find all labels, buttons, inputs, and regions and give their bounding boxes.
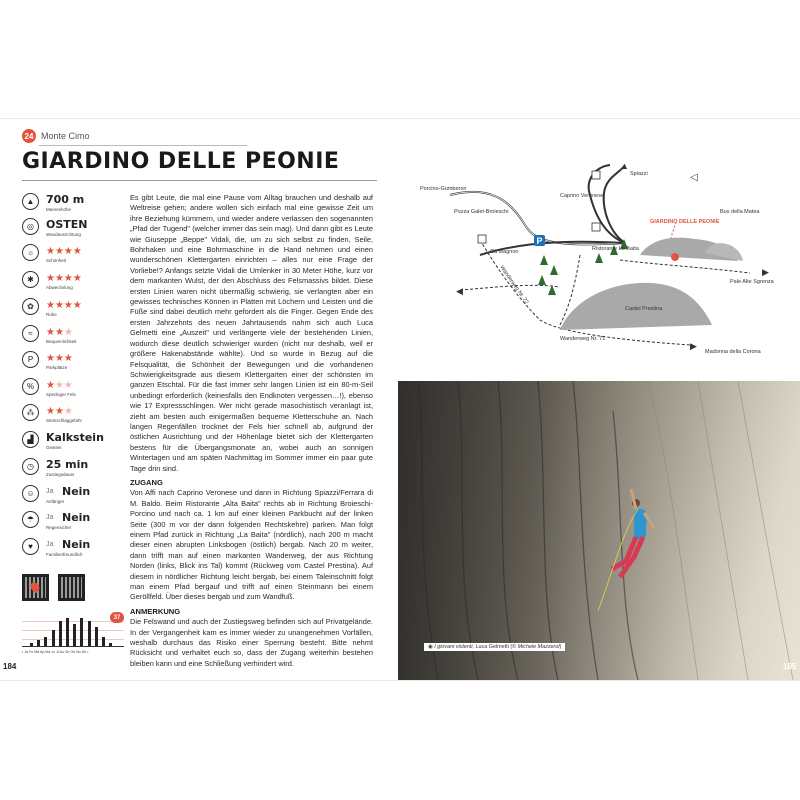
rating-stars: ★★★★ [46, 246, 82, 257]
arrow-right-icon: ▶ [762, 267, 769, 277]
compass-icon: ◎ [22, 218, 39, 235]
stat-label: Regensicher [46, 525, 72, 530]
rating-stars: ★★★ [46, 353, 73, 364]
page-number-left: 184 [3, 662, 17, 671]
month-bar [88, 621, 91, 646]
spread-bottom-edge [0, 680, 800, 681]
rock-type-icon: ▟ [22, 431, 39, 448]
label-caprino: Caprino Veronese [560, 193, 605, 199]
rating-stars: ★★★ [46, 380, 73, 391]
no-option: Nein [62, 538, 91, 551]
route-header [22, 129, 90, 143]
photo-caption: ◉ I giovani violenti, Luca Gelmetti (© Michele Mazzerol) [424, 643, 565, 651]
route-number-badge: 24 [22, 129, 36, 143]
chart-axis [22, 646, 124, 647]
beginner-icon: ☺ [22, 485, 39, 502]
stat-rockfall [22, 404, 117, 426]
rating-stars: ★★★★ [46, 273, 82, 284]
note-heading: ANMERKUNG [130, 606, 181, 616]
stat-value: OSTEN [46, 218, 88, 231]
stat-label: Schönheit [46, 258, 67, 263]
title-rule [22, 180, 377, 181]
area-name: Monte Cimo [41, 131, 90, 141]
intro-paragraph: Es gibt Leute, die mal eine Pause vom Alltag brauchen und deshalb auf Weltreise gehen; andere wollen sich einfach mal eine gewisse Zeit um ihre Beziehung kümmern, und wieder andere verlassen den sogenannten „Pfad der Tugend" (welcher immer das sein mag). Und dann gibt es Leute wie Giuseppe „Beppe" Vidali, die, um zu sich selbst zu finden, Seile, Bohrhaken und eine Bohrmaschine in die Hand nehmen und einen wunderschönen Klettergarten einrichten – alles nur eine Frage der Vorliebe!? Anfangs setzte Vidali die Umlenker in 30 Meter Höhe, kurz vor dem markanten Wulst, der den Abschluss des Felsmassivs bildet. Diese ersten Linien waren nicht übermäßig schwierig, sie verlangten aber ein gewisses technisches Können in Platten mit Löchern und Leisten und die Füße sind dabei deutlich mehr gefordert als die Finger. Gegen Ende des ersten Jahrzehnts des neuen Jahrtausends nahm sich auch Luca Gelmetti eine „Auszeit" und verlängerte viele der bestehenden Linien, wodurch diese deutlich schwieriger wurden (nicht nur deshalb, weil er größere Hakenabstände wählte). Und so wurde in Bezug auf die Felsqualität, die Schönheit der Bewegungen und die vorhandenen Schwierigkeitsgrade aus diesem Klettergarten einer der schönsten im ganzen Etschtal. Für die fast immer sehr langen Linien ist ein 80-m-Seil unbedingt erforderlich (keinesfalls den Endknoten vergessen…!), ebenso wie 17 Expressschlingen. Wer nicht gerade masochistisch veranlagt ist, zieht am besten auch einigermaßen bequeme Kletterschuhe an. Nach langen Regenfällen trocknet der Fels hier schnell ab, aufgrund der östlichen Ausrichtung und der Höhenlage bietet sich der Klettergarten bestens für die Übergangsmonate an, wobei auch an sonnigen Wintertagen und am späten Nachmittag im Sommer immer ein paar gute Tage drin sind. [130, 193, 373, 473]
stat-label: Ruhe [46, 312, 57, 317]
stat-label: Gestein [46, 445, 62, 450]
stat-label: Parkplätze [46, 365, 68, 370]
stat-label: Anfänger [46, 499, 65, 504]
clock-icon: ◷ [22, 458, 39, 475]
month-bar [80, 618, 83, 646]
rating-stars: ★★★ [46, 327, 73, 338]
building-icon [592, 171, 600, 179]
stat-label: Steinschlaggefahr [46, 418, 83, 423]
rain-icon: ☂ [22, 511, 39, 528]
label-pozza: Pozza Galet-Broieschi [454, 209, 509, 215]
label-castel: Castel Prestina [625, 306, 663, 312]
mountain-icon: ▲ [22, 193, 39, 210]
stat-calm [22, 298, 117, 320]
label-crag: GIARDINO DELLE PEONIE [650, 219, 720, 225]
building-icon [592, 223, 600, 231]
stat-polished-rock [22, 378, 117, 400]
article-body [130, 193, 373, 669]
arrow-left-icon: ◀ [456, 286, 463, 296]
season-chart [22, 612, 124, 654]
stat-label: Meereshöhe [46, 207, 72, 212]
month-bar [73, 624, 76, 646]
label-wanderweg-72: Wanderweg Nr. 72 [498, 264, 530, 306]
chart-gridline [22, 621, 124, 622]
no-option: Nein [62, 511, 91, 524]
stat-value: 700 m [46, 193, 85, 206]
yes-option: Ja [46, 541, 54, 548]
stat-approach-time [22, 458, 117, 480]
label-ristorante: Ristorante La Baita [592, 246, 639, 252]
stat-label: Wandausrichtung [46, 232, 81, 237]
note-paragraph: Die Felswand und auch der Zustiegsweg befinden sich auf Privatgelände. In der Vergangenheit kam es immer wieder zu unangenehmen Vorfällen, weshalb durchaus das Risiko einer Sperrung besteht. Bitte nehmt Rücksicht und verhaltet euch so, dass der Zugang weiterhin bestehen bleiben kann und eine Schließung verhindert wird. [130, 617, 373, 668]
label-wanderweg-71: Wanderweg Nr. 71 [560, 336, 606, 342]
stat-label: Familienfreundlich [46, 552, 83, 557]
climbing-photo [398, 381, 800, 680]
parking-icon: P [22, 351, 39, 368]
stat-family [22, 538, 117, 560]
stat-beauty [22, 244, 117, 266]
label-magnon: Cà Magnon [490, 249, 519, 255]
parking-letter: P [536, 236, 543, 246]
page-number-right: 185 [783, 662, 797, 671]
rockfall-icon: ⁂ [22, 404, 39, 421]
rock-wall-photo [398, 381, 800, 680]
label-spiazzi: Spiazzi [630, 171, 648, 177]
stat-parking [22, 351, 117, 373]
header-rule [39, 145, 247, 146]
north-arrow-icon: ◁ [690, 172, 698, 183]
page-title: GIARDINO DELLE PEONIE [22, 149, 340, 174]
family-icon: ♥ [22, 538, 39, 555]
stat-variety [22, 271, 117, 293]
stat-label: Abwechslung [46, 285, 73, 290]
building-icon [478, 235, 486, 243]
landscape-icon: ☼ [22, 244, 39, 261]
no-option: Nein [62, 485, 91, 498]
month-bar [95, 627, 98, 646]
month-labels: • Ja Fe Mä Ap Ma Jn Jl Au Se Ok No De • [22, 650, 89, 654]
label-bus: Bus della Matea [720, 209, 760, 215]
crag-pin-icon [671, 253, 679, 261]
comfort-icon: ≈ [22, 325, 39, 342]
rating-stars: ★★★★ [46, 300, 82, 311]
stat-elevation [22, 193, 117, 215]
trail [460, 285, 560, 290]
trail [620, 260, 750, 273]
spread-top-edge [0, 118, 800, 119]
caption-climber: Luca Gelmetti [475, 644, 509, 650]
stat-rock-type [22, 431, 117, 453]
camera-icon: ◉ [428, 644, 435, 650]
yes-option: Ja [46, 488, 54, 495]
variety-icon: ✱ [22, 271, 39, 288]
stat-rain [22, 511, 117, 533]
approach-map [420, 155, 785, 360]
qr-code-info [58, 574, 85, 601]
rock-icon: % [22, 378, 39, 395]
month-bar [52, 630, 55, 646]
month-bar [44, 637, 47, 646]
calm-icon: ✿ [22, 298, 39, 315]
approach-paragraph: Von Affi nach Caprino Veronese und dann in Richtung Spiazzi/Ferrara di M. Baldo. Beim Ristorante „Alta Baita" rechts ab in Richtung Broieschi-Porcino und nach ca. 1 km auf einer kleinen Parkbucht auf der linken Seite (300 m vor der dann folgenden Rechtskehre) parken. Man folgt einem Pfad zurück in Richtung „La Baita" (nördlich), nach 200 m macht dieser einen abrupten Linksbogen (östlich) bergab. Nach 20 m weiter, dann trifft man auf einen markanten Wanderweg, der aus Richtung Norden (links, Blick ins Tal) kommt (Rückweg vom Castel Prestina). Auf diesem in nördlicher Richtung leicht bergab, bei einem Taleinschnitt folgt man einem Pfad bergauf und trifft auf einen Steinmann bei einem Geröllfeld. Über dieses bergab und zum Wandfuß. [130, 488, 373, 602]
stat-value: Kalkstein [46, 431, 104, 444]
yes-option: Ja [46, 514, 54, 521]
stat-label: Zustiegsdauer [46, 472, 75, 477]
map-pin-icon [29, 581, 42, 594]
label-porcino: Porcino-Gumberon [420, 186, 467, 192]
stat-value: 25 min [46, 458, 89, 471]
month-bar [66, 618, 69, 646]
rating-stars: ★★★ [46, 406, 73, 417]
approach-heading: ZUGANG [130, 477, 163, 487]
caption-route: I giovani violenti [434, 644, 473, 650]
month-bar [59, 621, 62, 646]
arrow-right-icon: ▶ [690, 341, 697, 351]
stat-orientation [22, 218, 117, 240]
month-bar [102, 637, 105, 646]
stat-beginner [22, 485, 117, 507]
qr-code-location [22, 574, 49, 601]
arrow-up-icon: ▲ [620, 161, 629, 171]
stat-label: Speckiger Fels [46, 392, 76, 397]
season-badge: 37 [110, 612, 124, 623]
stat-comfort [22, 325, 117, 347]
caption-credit: Michele Mazzerol [517, 644, 560, 650]
label-madonna: Madonna della Corona [705, 349, 761, 355]
label-pale: Pale Alte Sgrenza [730, 279, 774, 285]
stat-label: Bequemlichkeit [46, 339, 77, 344]
